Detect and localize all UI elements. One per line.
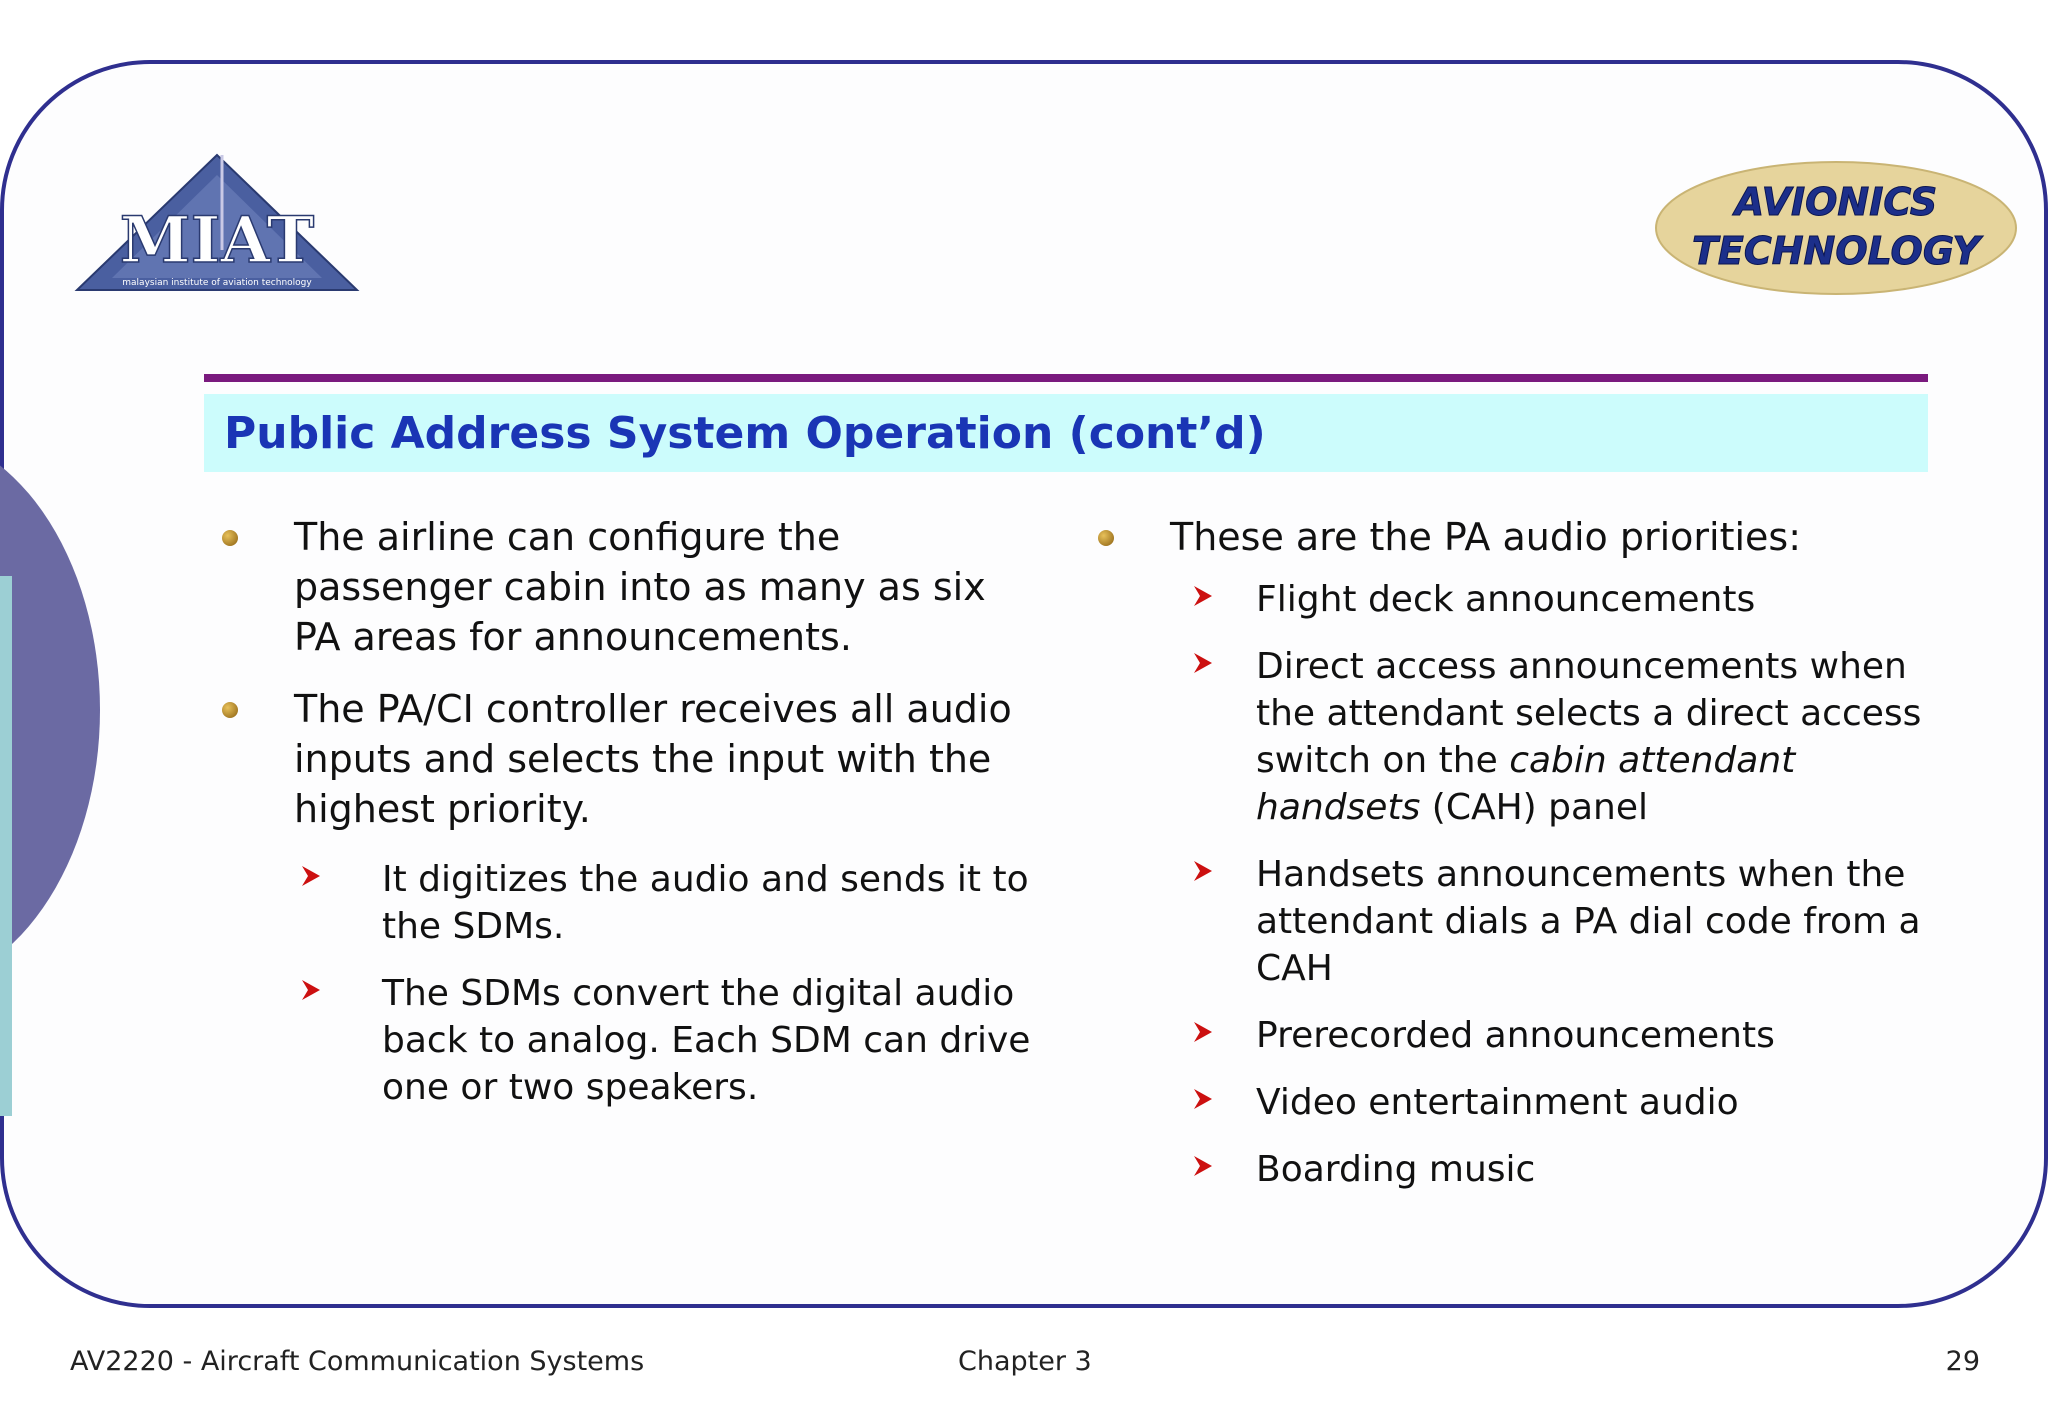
sub-bullet-item [300,856,1038,950]
title-bar [204,394,1928,472]
footer-page-number: 29 [1945,1346,1980,1377]
arrow-bullet-icon [300,864,322,888]
title-rule [204,374,1928,382]
arrow-bullet-icon [1192,1087,1214,1111]
sub-bullet-item [1094,851,1934,992]
badge-line1: AVIONICS [1734,180,1938,224]
avionics-technology-badge [1654,160,2018,296]
sub-bullet-text: Video entertainment audio [1256,1082,1739,1123]
sub-bullet-emphasis: cabin attendant handsets [1256,740,1796,828]
right-column [1094,512,1934,1213]
left-decoration-bar [0,576,12,1116]
badge-line2: TECHNOLOGY [1691,229,1981,273]
arrow-bullet-icon [1192,584,1214,608]
sub-bullet-item [1094,643,1934,831]
bullet-text: The airline can configure the passenger cabin into as many as six PA areas for announcements. [294,515,986,659]
sub-bullet-text: It digitizes the audio and sends it to the SDMs. [382,859,1029,947]
bullet-text: These are the PA audio priorities: [1170,515,1802,559]
bullet-item [1094,512,1934,562]
slide-title: Public Address System Operation (cont’d) [224,407,1266,459]
logo-wordmark: MIAT [119,203,315,278]
bullet-text: The PA/CI controller receives all audio inputs and selects the input with the highest priority. [294,687,1012,831]
sub-bullet-item [1094,1079,1934,1126]
arrow-bullet-icon [300,978,322,1002]
sub-bullet-text: The SDMs convert the digital audio back to analog. Each SDM can drive one or two speakers. [382,973,1031,1108]
sub-bullet-item [300,970,1038,1111]
left-decoration [0,430,155,990]
logo-subtext: malaysian institute of aviation technology [122,278,312,288]
sub-bullet-item [1094,1012,1934,1059]
arrow-bullet-icon [1192,1020,1214,1044]
sub-bullet-text: Boarding music [1256,1149,1536,1190]
arrow-bullet-icon [1192,859,1214,883]
sub-bullet-text: Direct access announcements when the attendant selects a direct access switch on the [1256,646,1922,781]
bullet-dot-icon [222,702,238,718]
footer-chapter: Chapter 3 [958,1346,1092,1377]
sub-bullet-item [1094,576,1934,623]
arrow-bullet-icon [1192,651,1214,675]
footer-course: AV2220 - Aircraft Communication Systems [70,1346,645,1377]
bullet-item [218,684,1038,834]
sub-bullet-text: Prerecorded announcements [1256,1015,1775,1056]
bullet-item [218,512,1038,662]
bullet-dot-icon [1098,530,1114,546]
miat-logo [72,150,362,295]
arrow-bullet-icon [1192,1154,1214,1178]
left-decoration-circle [0,430,100,990]
left-column [218,512,1038,1131]
bullet-dot-icon [222,530,238,546]
sub-bullet-text: (CAH) panel [1420,787,1649,828]
sub-bullet-text: Flight deck announcements [1256,579,1756,620]
sub-bullet-item [1094,1146,1934,1193]
sub-bullet-text: Handsets announcements when the attendant dials a PA dial code from a CAH [1256,854,1921,989]
